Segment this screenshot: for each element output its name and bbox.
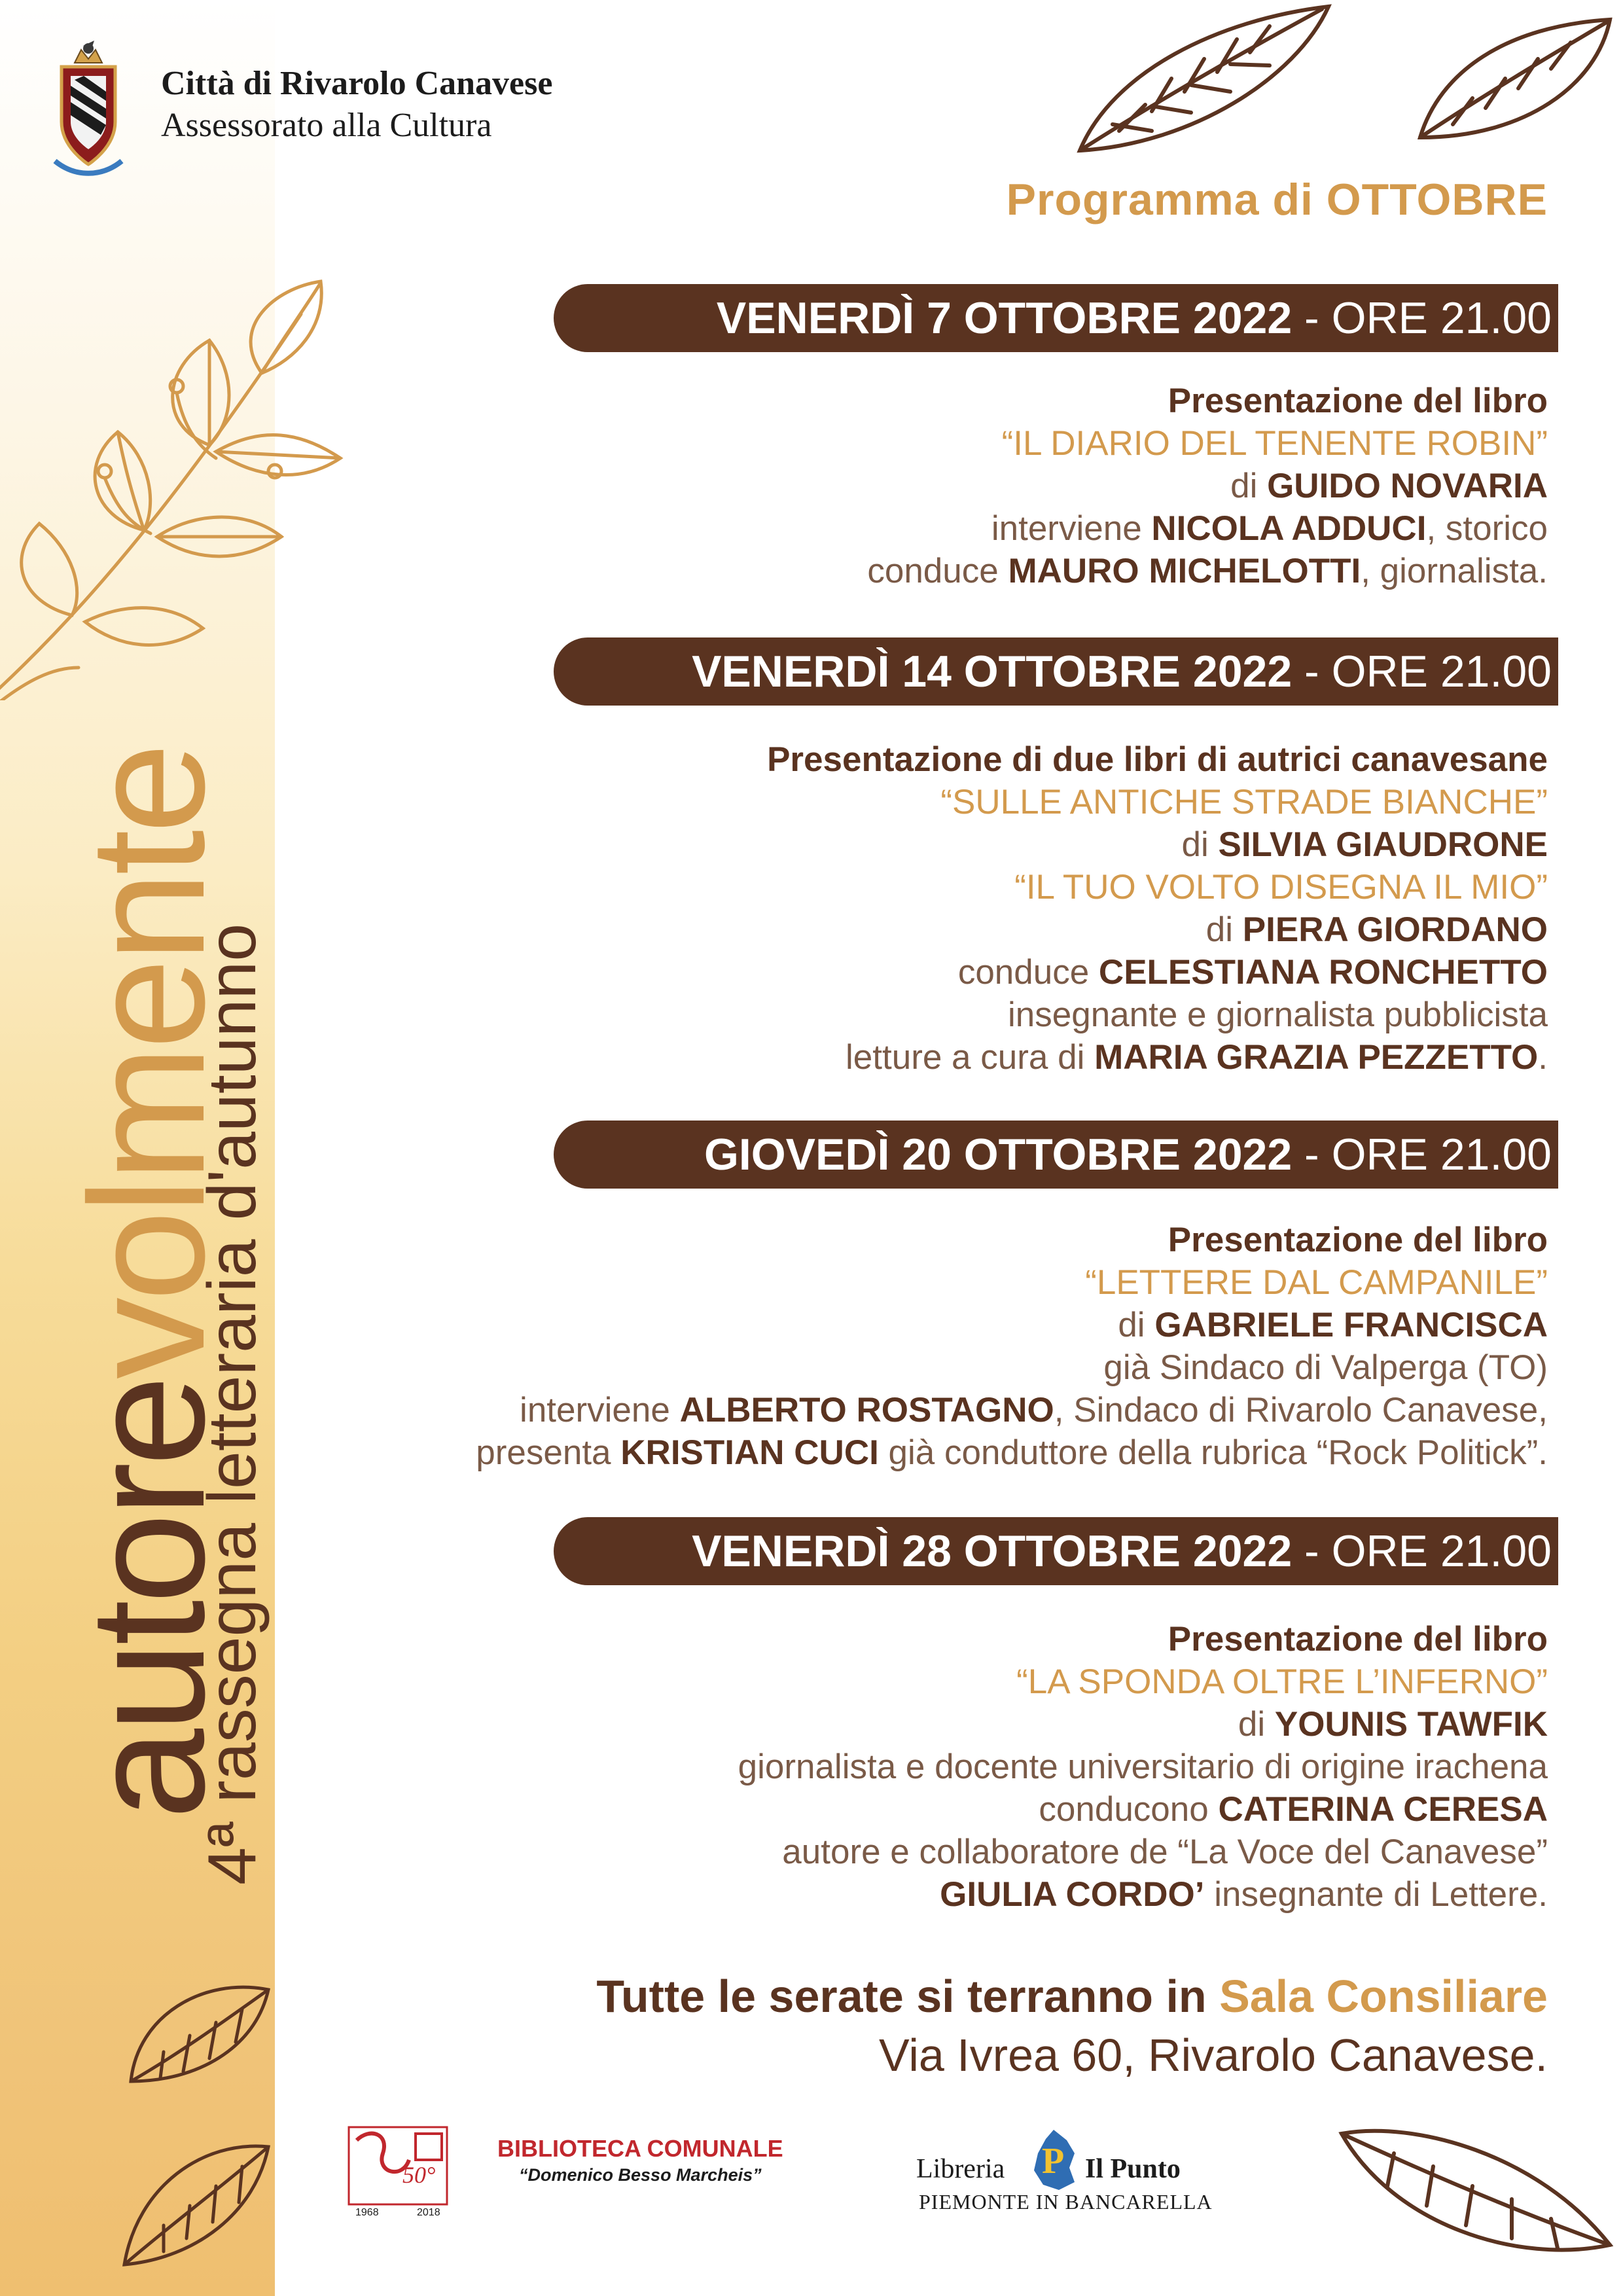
event-bold-text: Presentazione del libro (1168, 1620, 1548, 1659)
event-line (738, 1703, 1548, 1746)
event-text: di (1118, 1306, 1155, 1344)
event-time: - ORE 21.00 (1292, 1130, 1552, 1179)
event-text: di (1238, 1705, 1275, 1744)
event-line (476, 1431, 1548, 1474)
biblioteca-subtitle: “Domenico Besso Marcheis” (519, 2165, 762, 2185)
libreria-name: Il Punto (1085, 2154, 1181, 2184)
event-line (476, 1389, 1548, 1431)
event-bold-text: Presentazione del libro (1168, 382, 1548, 420)
event-line (767, 866, 1548, 908)
event-line (867, 550, 1548, 592)
department-name: Assessorato alla Cultura (161, 107, 492, 144)
event-bold-text: Presentazione di due libri di autrici canavesane (767, 740, 1548, 779)
event-text: letture a cura di (846, 1038, 1095, 1077)
libreria-word: Libreria (916, 2154, 1005, 2184)
year-end: 2018 (417, 2207, 440, 2218)
event-text: , storico (1426, 509, 1548, 548)
event-description (738, 1618, 1548, 1916)
top-leaves-decoration (1021, 0, 1623, 190)
event-line (476, 1346, 1548, 1389)
event-bold-text: CELESTIANA RONCHETTO (1098, 953, 1548, 992)
left-branch-decoration (0, 275, 366, 700)
event-text: conduce (957, 953, 1099, 992)
venue-line (596, 1970, 1548, 2022)
event-text: autore e collaboratore de “La Voce del Canavese” (782, 1833, 1548, 1871)
event-text: già Sindaco di Valperga (TO) (1103, 1348, 1548, 1387)
event-text: giornalista e docente universitario di origine irachena (738, 1748, 1548, 1786)
event-line (867, 422, 1548, 465)
event-bold-text: NICOLA ADDUCI (1151, 509, 1427, 548)
event-line (767, 823, 1548, 866)
event-line (867, 380, 1548, 422)
bottom-left-leaves-decoration (98, 1950, 275, 2296)
header-text-block (161, 63, 552, 147)
event-bold-text: CATERINA CERESA (1218, 1790, 1548, 1829)
event-date-bar (554, 284, 1558, 352)
event-line (476, 1219, 1548, 1261)
event-description (867, 380, 1548, 592)
event-text: conducono (1039, 1790, 1219, 1829)
event-line (767, 738, 1548, 781)
event-bold-text: MAURO MICHELOTTI (1008, 552, 1361, 590)
book-title: “LETTERE DAL CAMPANILE” (1085, 1263, 1548, 1302)
event-bold-text: GUIDO NOVARIA (1267, 467, 1548, 505)
biblioteca-title: BIBLIOTECA COMUNALE (497, 2135, 783, 2162)
biblioteca-logo (497, 2135, 783, 2185)
program-title: Programma di OTTOBRE (1006, 175, 1548, 224)
book-title: “LA SPONDA OLTRE L’INFERNO” (1016, 1662, 1548, 1701)
event-text: presenta (476, 1433, 621, 1472)
event-text: , Sindaco di Rivarolo Canavese, (1054, 1391, 1548, 1429)
book-title: “SULLE ANTICHE STRADE BIANCHE” (940, 783, 1548, 821)
event-bold-text: Presentazione del libro (1168, 1221, 1548, 1259)
event-time: - ORE 21.00 (1292, 293, 1552, 343)
event-text: di (1181, 825, 1219, 864)
fifty-years-label: 50° (402, 2162, 436, 2188)
event-line (867, 507, 1548, 550)
city-name: Città di Rivarolo Canavese (161, 65, 553, 102)
venue-place: Sala Consiliare (1219, 1971, 1548, 2022)
fifty-years-logo (344, 2121, 455, 2219)
event-time: - ORE 21.00 (1292, 1526, 1552, 1576)
event-bold-text: MARIA GRAZIA PEZZETTO (1094, 1038, 1539, 1077)
event-description (767, 738, 1548, 1079)
event-date: VENERDÌ 14 OTTOBRE 2022 (692, 647, 1293, 696)
event-line (738, 1618, 1548, 1660)
event-date: GIOVEDÌ 20 OTTOBRE 2022 (704, 1130, 1293, 1179)
event-date-bar (554, 1121, 1558, 1189)
event-date: VENERDÌ 7 OTTOBRE 2022 (716, 293, 1293, 343)
event-text: interviene (520, 1391, 680, 1429)
event-line (738, 1746, 1548, 1788)
event-date-bar (554, 637, 1558, 706)
event-line (738, 1873, 1548, 1916)
event-line (767, 994, 1548, 1036)
venue-prefix: Tutte le serate si terranno in (596, 1971, 1220, 2022)
branding-title-part1: autore (56, 1379, 238, 1820)
event-text: già conduttore della rubrica “Rock Politick”. (878, 1433, 1548, 1472)
event-bold-text: KRISTIAN CUCI (620, 1433, 879, 1472)
event-description (476, 1219, 1548, 1474)
event-line (767, 1036, 1548, 1079)
book-title: “IL TUO VOLTO DISEGNA IL MIO” (1014, 868, 1548, 906)
branding-subtitle: 4ª rassegna letteraria d'autunno (194, 923, 270, 1885)
event-line (767, 908, 1548, 951)
piemonte-map-icon (1027, 2127, 1080, 2193)
event-bold-text: GIULIA CORDO’ (940, 1875, 1205, 1914)
event-line (867, 465, 1548, 507)
event-text: , giornalista. (1361, 552, 1548, 590)
event-text: interviene (991, 509, 1152, 548)
event-text: . (1538, 1038, 1548, 1077)
event-line (738, 1831, 1548, 1873)
event-date: VENERDÌ 28 OTTOBRE 2022 (692, 1526, 1293, 1576)
branding-title-part2: volmente (56, 746, 238, 1380)
city-coat-of-arms-icon (48, 37, 128, 182)
event-bold-text: GABRIELE FRANCISCA (1154, 1306, 1548, 1344)
event-text: conduce (867, 552, 1008, 590)
event-text: di (1205, 910, 1243, 949)
event-bold-text: PIERA GIORDANO (1242, 910, 1548, 949)
event-text: insegnante di Lettere. (1204, 1875, 1548, 1914)
event-date-bar (554, 1517, 1558, 1585)
event-line (767, 781, 1548, 823)
year-start: 1968 (355, 2207, 379, 2218)
book-title: “IL DIARIO DEL TENENTE ROBIN” (1001, 424, 1548, 463)
venue-address: Via Ivrea 60, Rivarolo Canavese. (878, 2030, 1548, 2081)
event-line (476, 1304, 1548, 1346)
bottom-right-leaf-decoration (1322, 2114, 1623, 2296)
event-text: di (1230, 467, 1268, 505)
event-time: - ORE 21.00 (1292, 647, 1552, 696)
event-line (476, 1261, 1548, 1304)
event-bold-text: YOUNIS TAWFIK (1274, 1705, 1548, 1744)
event-line (738, 1660, 1548, 1703)
event-line (767, 951, 1548, 994)
libreria-icon-letter: P (1042, 2141, 1065, 2181)
libreria-logo (916, 2127, 1217, 2212)
event-line (738, 1788, 1548, 1831)
libreria-subtitle: PIEMONTE IN BANCARELLA (919, 2190, 1213, 2214)
event-bold-text: ALBERTO ROSTAGNO (679, 1391, 1054, 1429)
event-text: insegnante e giornalista pubblicista (1008, 996, 1548, 1034)
event-bold-text: SILVIA GIAUDRONE (1218, 825, 1548, 864)
